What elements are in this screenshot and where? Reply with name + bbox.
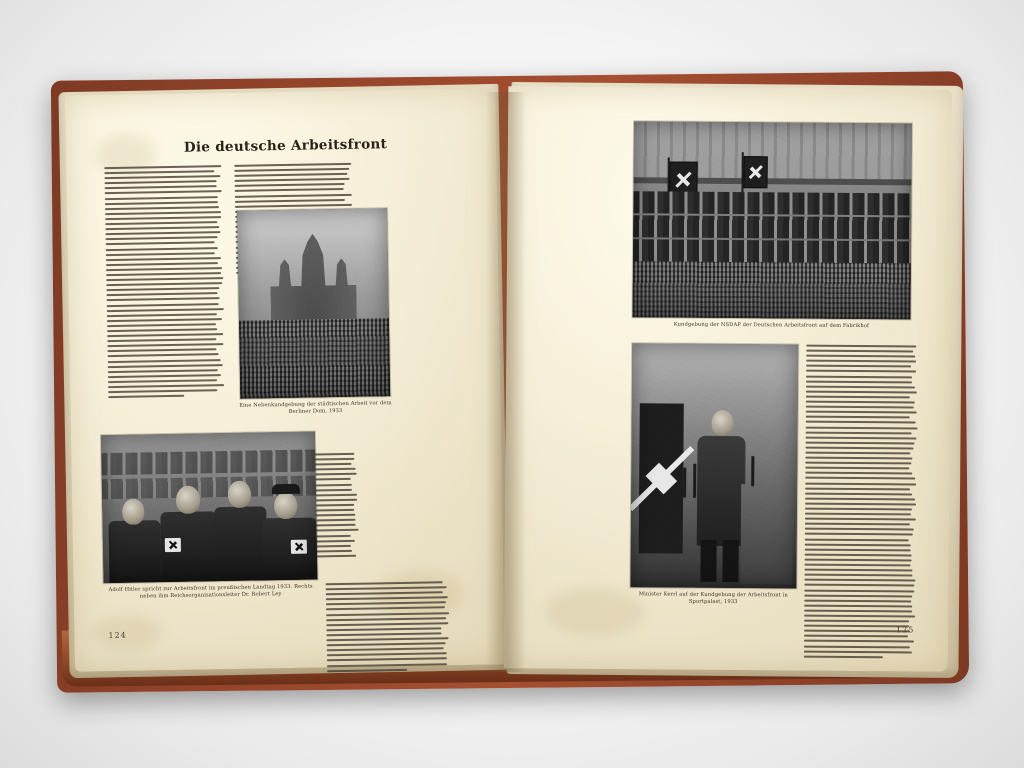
text-line bbox=[327, 663, 447, 667]
text-line bbox=[805, 446, 913, 449]
text-line bbox=[805, 528, 914, 531]
text-line bbox=[806, 355, 915, 358]
text-line bbox=[805, 538, 909, 541]
text-line bbox=[327, 637, 449, 641]
text-line bbox=[805, 523, 910, 526]
caption-seated-officials: Adolf Hitler spricht zur Arbeitsfront im preußischen Landtag 1933. Rechts neben ihm Reichsorganisationsleiter Dr. Robert Ley bbox=[108, 583, 313, 600]
text-line bbox=[105, 211, 221, 215]
text-line bbox=[107, 343, 223, 347]
text-line bbox=[108, 384, 224, 388]
page-right[interactable] bbox=[504, 86, 953, 671]
text-line bbox=[108, 374, 221, 378]
text-line bbox=[805, 518, 916, 521]
text-line bbox=[805, 497, 915, 500]
text-line bbox=[105, 180, 217, 184]
text-line bbox=[105, 231, 220, 235]
text-line bbox=[327, 642, 446, 646]
photo-grain bbox=[630, 343, 798, 588]
text-line bbox=[806, 375, 912, 378]
text-line bbox=[234, 163, 351, 167]
text-line bbox=[104, 170, 214, 174]
text-line bbox=[804, 569, 912, 572]
text-line bbox=[806, 365, 911, 368]
text-line bbox=[326, 596, 448, 600]
text-line bbox=[806, 416, 910, 419]
text-line bbox=[106, 252, 215, 256]
text-line bbox=[805, 452, 910, 455]
text-line bbox=[104, 175, 220, 179]
text-line bbox=[108, 364, 223, 368]
text-column-left bbox=[104, 165, 226, 401]
text-line bbox=[326, 602, 446, 606]
text-line bbox=[327, 658, 447, 662]
text-line bbox=[105, 201, 218, 205]
text-line bbox=[804, 615, 915, 618]
text-line bbox=[805, 477, 915, 480]
text-line bbox=[806, 401, 915, 404]
text-line bbox=[106, 247, 218, 251]
text-line bbox=[235, 178, 350, 182]
text-line bbox=[107, 318, 222, 322]
text-line bbox=[107, 328, 217, 332]
text-line bbox=[107, 308, 224, 312]
text-line bbox=[326, 617, 446, 621]
text-line bbox=[234, 173, 347, 177]
text-line bbox=[804, 655, 883, 658]
text-line bbox=[106, 287, 219, 291]
text-line bbox=[235, 204, 352, 208]
text-line bbox=[326, 627, 441, 631]
text-line bbox=[806, 370, 916, 373]
text-line bbox=[804, 645, 910, 648]
text-line bbox=[805, 457, 912, 460]
text-line bbox=[806, 411, 917, 414]
figure-marching-formation[interactable] bbox=[632, 121, 912, 319]
text-line bbox=[326, 632, 441, 636]
text-line bbox=[806, 390, 917, 393]
text-line bbox=[805, 467, 909, 470]
text-line bbox=[326, 622, 448, 626]
text-line bbox=[108, 379, 217, 383]
text-line bbox=[106, 277, 223, 281]
page-heading: Die deutsche Arbeitsfront bbox=[183, 136, 388, 156]
text-line bbox=[235, 199, 345, 203]
text-line bbox=[805, 503, 916, 506]
text-line bbox=[235, 188, 344, 192]
text-line bbox=[805, 553, 912, 556]
text-line bbox=[804, 579, 915, 582]
caption-church-rally: Eine Nebenkundgebung der städtischen Arbeit vor dem Berliner Dom, 1933 bbox=[239, 400, 392, 415]
page-left[interactable] bbox=[65, 88, 505, 671]
text-line bbox=[108, 369, 218, 373]
text-line bbox=[804, 640, 914, 643]
text-line bbox=[804, 630, 910, 633]
text-line bbox=[805, 487, 910, 490]
text-line bbox=[804, 599, 911, 602]
text-line bbox=[804, 589, 914, 592]
page-number-left: 124 bbox=[108, 630, 127, 641]
text-line bbox=[105, 226, 219, 230]
text-line bbox=[106, 262, 218, 266]
text-line bbox=[327, 669, 407, 672]
text-line bbox=[805, 462, 911, 465]
text-line bbox=[107, 298, 220, 302]
caption-marching-formation: Kundgebung der NSDAP der Deutschen Arbeitsfront auf dem Fabrikhof bbox=[673, 321, 870, 330]
text-line bbox=[235, 193, 352, 197]
text-line bbox=[235, 183, 345, 187]
text-line bbox=[108, 395, 184, 398]
text-line bbox=[806, 380, 912, 383]
figure-seated-officials[interactable] bbox=[101, 431, 318, 583]
text-line bbox=[806, 436, 917, 439]
text-line bbox=[234, 168, 349, 172]
text-line bbox=[327, 647, 444, 651]
figure-church-rally[interactable] bbox=[237, 208, 390, 399]
text-line bbox=[804, 620, 909, 623]
text-line bbox=[106, 282, 222, 286]
text-line bbox=[806, 345, 916, 348]
text-line bbox=[107, 313, 217, 317]
text-line bbox=[104, 165, 221, 169]
text-line bbox=[107, 333, 223, 337]
text-line bbox=[805, 533, 913, 536]
paper-stain bbox=[92, 614, 163, 651]
text-line bbox=[805, 559, 912, 562]
photo-grain bbox=[632, 121, 912, 319]
text-line bbox=[106, 257, 221, 261]
text-line bbox=[806, 396, 910, 399]
text-line bbox=[804, 594, 912, 597]
text-line bbox=[806, 431, 912, 434]
text-line bbox=[806, 350, 913, 353]
text-line bbox=[106, 267, 222, 271]
text-line bbox=[106, 242, 215, 246]
text-line bbox=[107, 323, 216, 327]
text-line bbox=[326, 612, 449, 616]
text-line bbox=[106, 293, 217, 297]
text-line bbox=[326, 591, 443, 595]
text-line bbox=[106, 272, 221, 276]
text-line bbox=[805, 441, 914, 444]
text-line bbox=[804, 609, 912, 612]
text-line bbox=[805, 472, 912, 475]
text-line bbox=[804, 574, 912, 577]
text-line bbox=[105, 191, 222, 195]
text-line bbox=[804, 650, 912, 653]
text-line bbox=[806, 360, 916, 363]
text-line bbox=[107, 349, 216, 353]
figure-speaker-at-podium[interactable] bbox=[630, 343, 798, 588]
text-line bbox=[804, 584, 914, 587]
text-line bbox=[326, 581, 443, 585]
text-line bbox=[806, 421, 916, 424]
text-line bbox=[805, 543, 911, 546]
text-line bbox=[805, 548, 911, 551]
text-line bbox=[108, 354, 220, 358]
photo-grain bbox=[101, 431, 318, 583]
text-line bbox=[108, 389, 217, 393]
open-book bbox=[54, 70, 966, 692]
text-line bbox=[326, 607, 445, 611]
text-line bbox=[107, 338, 216, 342]
text-column-bottom bbox=[326, 581, 452, 675]
text-line bbox=[105, 206, 219, 210]
text-line bbox=[806, 406, 914, 409]
text-line bbox=[108, 359, 221, 363]
text-line bbox=[805, 513, 911, 516]
text-line bbox=[326, 586, 447, 590]
text-line bbox=[106, 236, 218, 240]
text-line bbox=[805, 482, 916, 485]
text-line bbox=[805, 492, 912, 495]
text-column-right-page bbox=[804, 345, 918, 662]
text-line bbox=[105, 221, 217, 225]
text-line bbox=[806, 426, 918, 429]
photo-grain bbox=[237, 208, 390, 399]
text-line bbox=[105, 186, 217, 190]
text-line bbox=[804, 635, 908, 638]
caption-speaker-at-podium: Minister Kerrl auf der Kundgebung der Arbeitsfront in Sportpalast, 1933 bbox=[638, 591, 788, 606]
text-line bbox=[107, 303, 219, 307]
text-line bbox=[804, 625, 909, 628]
text-line bbox=[805, 508, 912, 511]
page-number-right: 125 bbox=[895, 625, 915, 635]
page-left-content bbox=[65, 88, 505, 671]
text-line bbox=[806, 385, 915, 388]
text-line bbox=[805, 564, 911, 567]
text-line bbox=[327, 653, 447, 657]
text-line bbox=[105, 216, 221, 220]
page-right-content bbox=[504, 86, 953, 671]
text-line bbox=[105, 196, 218, 200]
text-line bbox=[804, 604, 912, 607]
